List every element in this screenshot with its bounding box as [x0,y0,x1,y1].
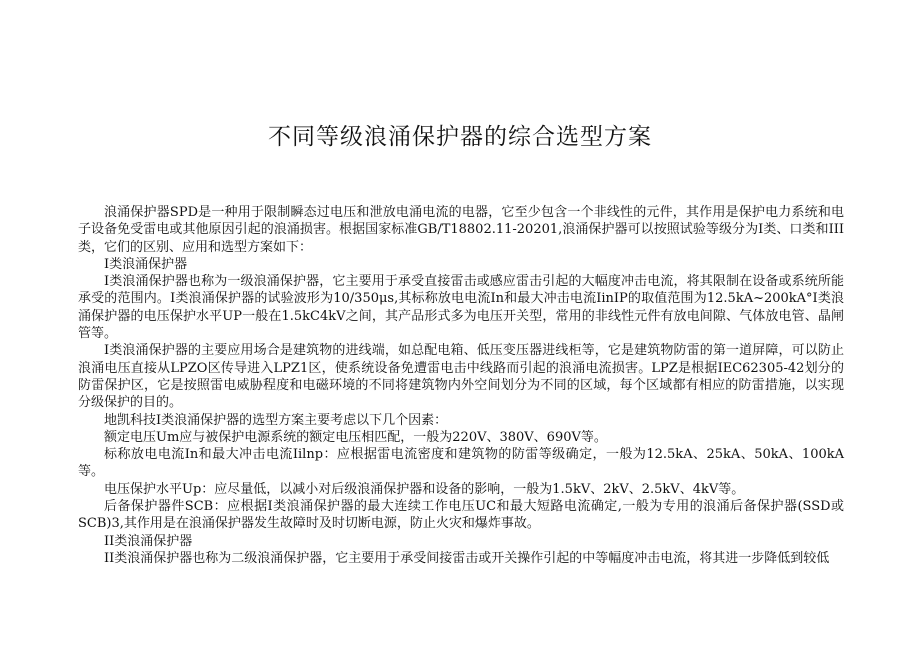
section-heading: 地凯科技I类浪涌保护器的选型方案主要考虑以下几个因素： [104,412,448,428]
paragraph: I类浪涌保护器的主要应用场合是建筑物的进线端，如总配电箱、低压变压器进线柜等，它是建筑物防雷的第一道屏障，可以防止浪涌电压直接从LPZO区传导进入LPZ1区，使系统设备免遭雷电击中线路而引起的浪涌电流损害。LPZ是根据IEC62305-42划分的防雷保护区，它是按照雷电威胁程度和电磁环境的不同将建筑物内外空间划分为不同的区域，每个区域都有相应的防雷措施，以实现分级保护的目的。 [78,343,844,411]
document-body [78,204,844,567]
paragraph: I类浪涌保护器也称为一级浪涌保护器，它主要用于承受直接雷击或感应雷击引起的大幅度冲击电流，将其限制在设备或系统所能承受的范围内。I类浪涌保护器的试验波形为10/350μs,其标称放电电流In和最大冲击电流IinIP的取值范围为12.5kA~200kA°I类浪涌保护器的电压保护水平UP一般在1.5kC4kV之间，其产品形式多为电压开关型，常用的非线性元件有放电间隙、气体放电管、晶闸管等。 [78,274,844,342]
paragraph: 后备保护器件SCB：应根据I类浪涌保护器的最大连续工作电压UC和最大短路电流确定,一般为专用的浪涌后备保护器(SSD或SCB)3,其作用是在浪涌保护器发生故障时及时切断电源，防止火灾和爆炸事故。 [78,499,844,532]
paragraph: II类浪涌保护器也称为二级浪涌保护器，它主要用于承受间接雷击或开关操作引起的中等幅度冲击电流，将其进一步降低到较低 [104,550,830,566]
paragraph: 电压保护水平Up：应尽量低，以减小对后级浪涌保护器和设备的影响，一般为1.5kV、2kV、2.5kV、4kV等。 [104,481,745,497]
paragraph: 额定电压Um应与被保护电源系统的额定电压相匹配，一般为220V、380V、690V等。 [104,429,607,445]
section-heading: II类浪涌保护器 [104,533,193,549]
paragraph: 浪涌保护器SPD是一种用于限制瞬态过电压和泄放电涌电流的电器，它至少包含一个非线性的元件，其作用是保护电力系统和电子设备免受雷电或其他原因引起的浪涌损害。根据国家标准GB/T18802.11-20201,浪涌保护器可以按照试验等级分为I类、口类和III类，它们的区别、应用和选型方案如下： [78,205,844,255]
paragraph: 标称放电电流In和最大冲击电流Iilnp：应根据雷电流密度和建筑物的防雷等级确定，一般为12.5kA、25kA、50kA、100kA等。 [78,447,844,480]
section-heading: I类浪涌保护器 [104,256,188,272]
document-title: 不同等级浪涌保护器的综合选型方案 [268,124,652,150]
